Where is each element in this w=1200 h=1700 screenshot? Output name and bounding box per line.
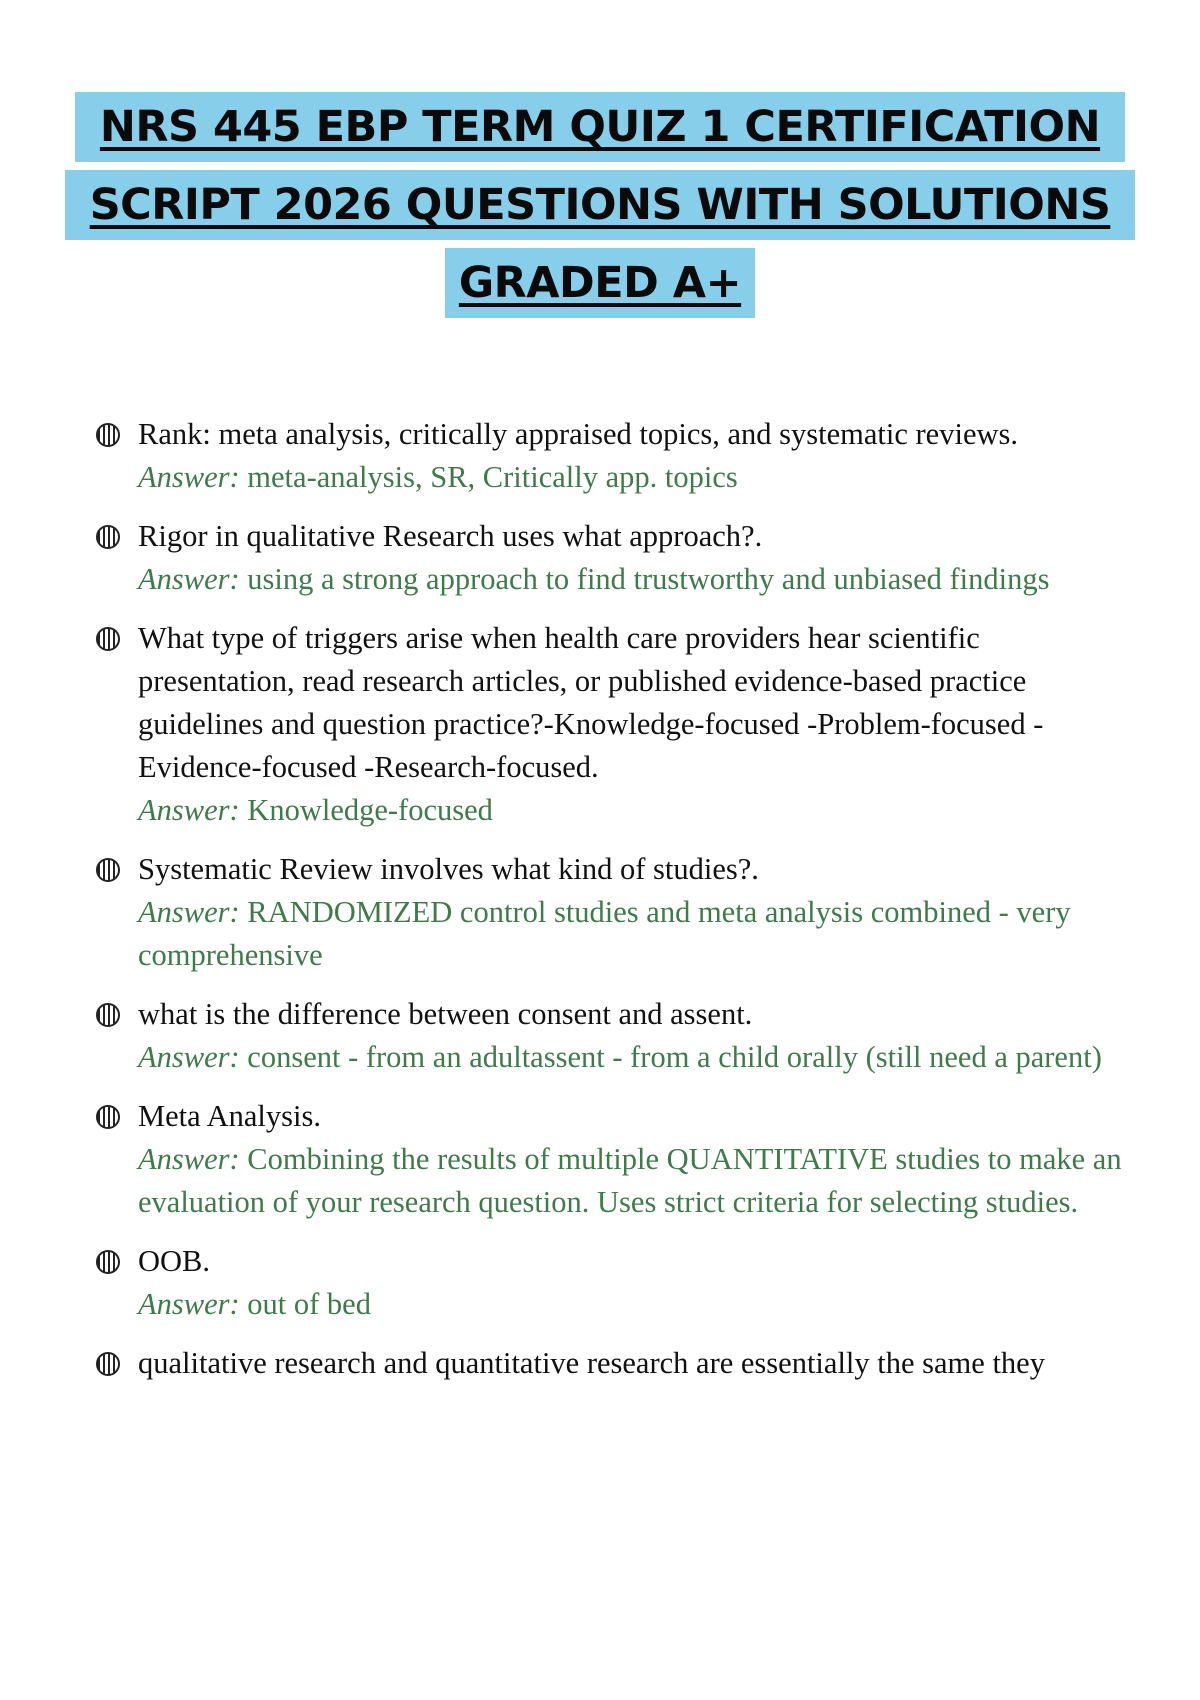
qa-item-4 <box>96 848 1126 977</box>
answer-label: Answer: <box>138 895 240 929</box>
question-text: Meta Analysis. <box>138 1099 321 1133</box>
striped-circle-bullet-icon <box>96 627 120 651</box>
striped-circle-bullet-icon <box>96 423 120 447</box>
title-line-3: GRADED A+ <box>445 248 755 318</box>
answer-value: using a strong approach to find trustworthy and unbiased findings <box>247 562 1050 596</box>
qa-item-6 <box>96 1095 1126 1224</box>
answer-text <box>138 1036 1126 1079</box>
answer-text <box>138 456 1126 499</box>
qa-item-3 <box>96 617 1126 832</box>
answer-value: Combining the results of multiple QUANTITATIVE studies to make an evaluation of your research question. Uses strict criteria for selecting studies. <box>138 1142 1122 1219</box>
question-text: OOB. <box>138 1244 211 1278</box>
answer-text <box>138 789 1126 832</box>
answer-label: Answer: <box>138 460 240 494</box>
question-text: what is the difference between consent and assent. <box>138 997 753 1031</box>
answer-label: Answer: <box>138 793 240 827</box>
qa-item-5 <box>96 993 1126 1079</box>
striped-circle-bullet-icon <box>96 1003 120 1027</box>
title-line-1: NRS 445 EBP TERM QUIZ 1 CERTIFICATION <box>75 92 1125 162</box>
question-text: What type of triggers arise when health care providers hear scientific presentation, read research articles, or published evidence-based practice guidelines and question practice?-Knowledge-focused -Problem-focused -Evidence-focused -Research-focused. <box>138 621 1044 784</box>
answer-text <box>138 558 1126 601</box>
question-answer-list <box>96 413 1126 1401</box>
title-row-2 <box>0 170 1200 248</box>
answer-text <box>138 891 1126 977</box>
qa-item-8 <box>96 1342 1126 1385</box>
answer-label: Answer: <box>138 562 240 596</box>
document-title <box>0 92 1200 326</box>
striped-circle-bullet-icon <box>96 525 120 549</box>
striped-circle-bullet-icon <box>96 1250 120 1274</box>
answer-value: Knowledge-focused <box>247 793 493 827</box>
title-row-3 <box>0 248 1200 326</box>
answer-text <box>138 1283 1126 1326</box>
answer-value: consent - from an adultassent - from a child orally (still need a parent) <box>247 1040 1102 1074</box>
striped-circle-bullet-icon <box>96 1105 120 1129</box>
question-text: qualitative research and quantitative research are essentially the same they <box>138 1346 1045 1380</box>
answer-value: RANDOMIZED control studies and meta analysis combined - very comprehensive <box>138 895 1071 972</box>
qa-item-1 <box>96 413 1126 499</box>
question-text: Rank: meta analysis, critically appraised topics, and systematic reviews. <box>138 417 1019 451</box>
qa-item-7 <box>96 1240 1126 1326</box>
question-text: Systematic Review involves what kind of studies?. <box>138 852 759 886</box>
question-text: Rigor in qualitative Research uses what approach?. <box>138 519 763 553</box>
answer-value: meta-analysis, SR, Critically app. topics <box>247 460 738 494</box>
qa-item-2 <box>96 515 1126 601</box>
answer-value: out of bed <box>247 1287 371 1321</box>
answer-label: Answer: <box>138 1142 240 1176</box>
striped-circle-bullet-icon <box>96 858 120 882</box>
title-line-2: SCRIPT 2026 QUESTIONS WITH SOLUTIONS <box>65 170 1135 240</box>
answer-text <box>138 1138 1126 1224</box>
title-row-1 <box>0 92 1200 170</box>
answer-label: Answer: <box>138 1040 240 1074</box>
striped-circle-bullet-icon <box>96 1352 120 1376</box>
answer-label: Answer: <box>138 1287 240 1321</box>
